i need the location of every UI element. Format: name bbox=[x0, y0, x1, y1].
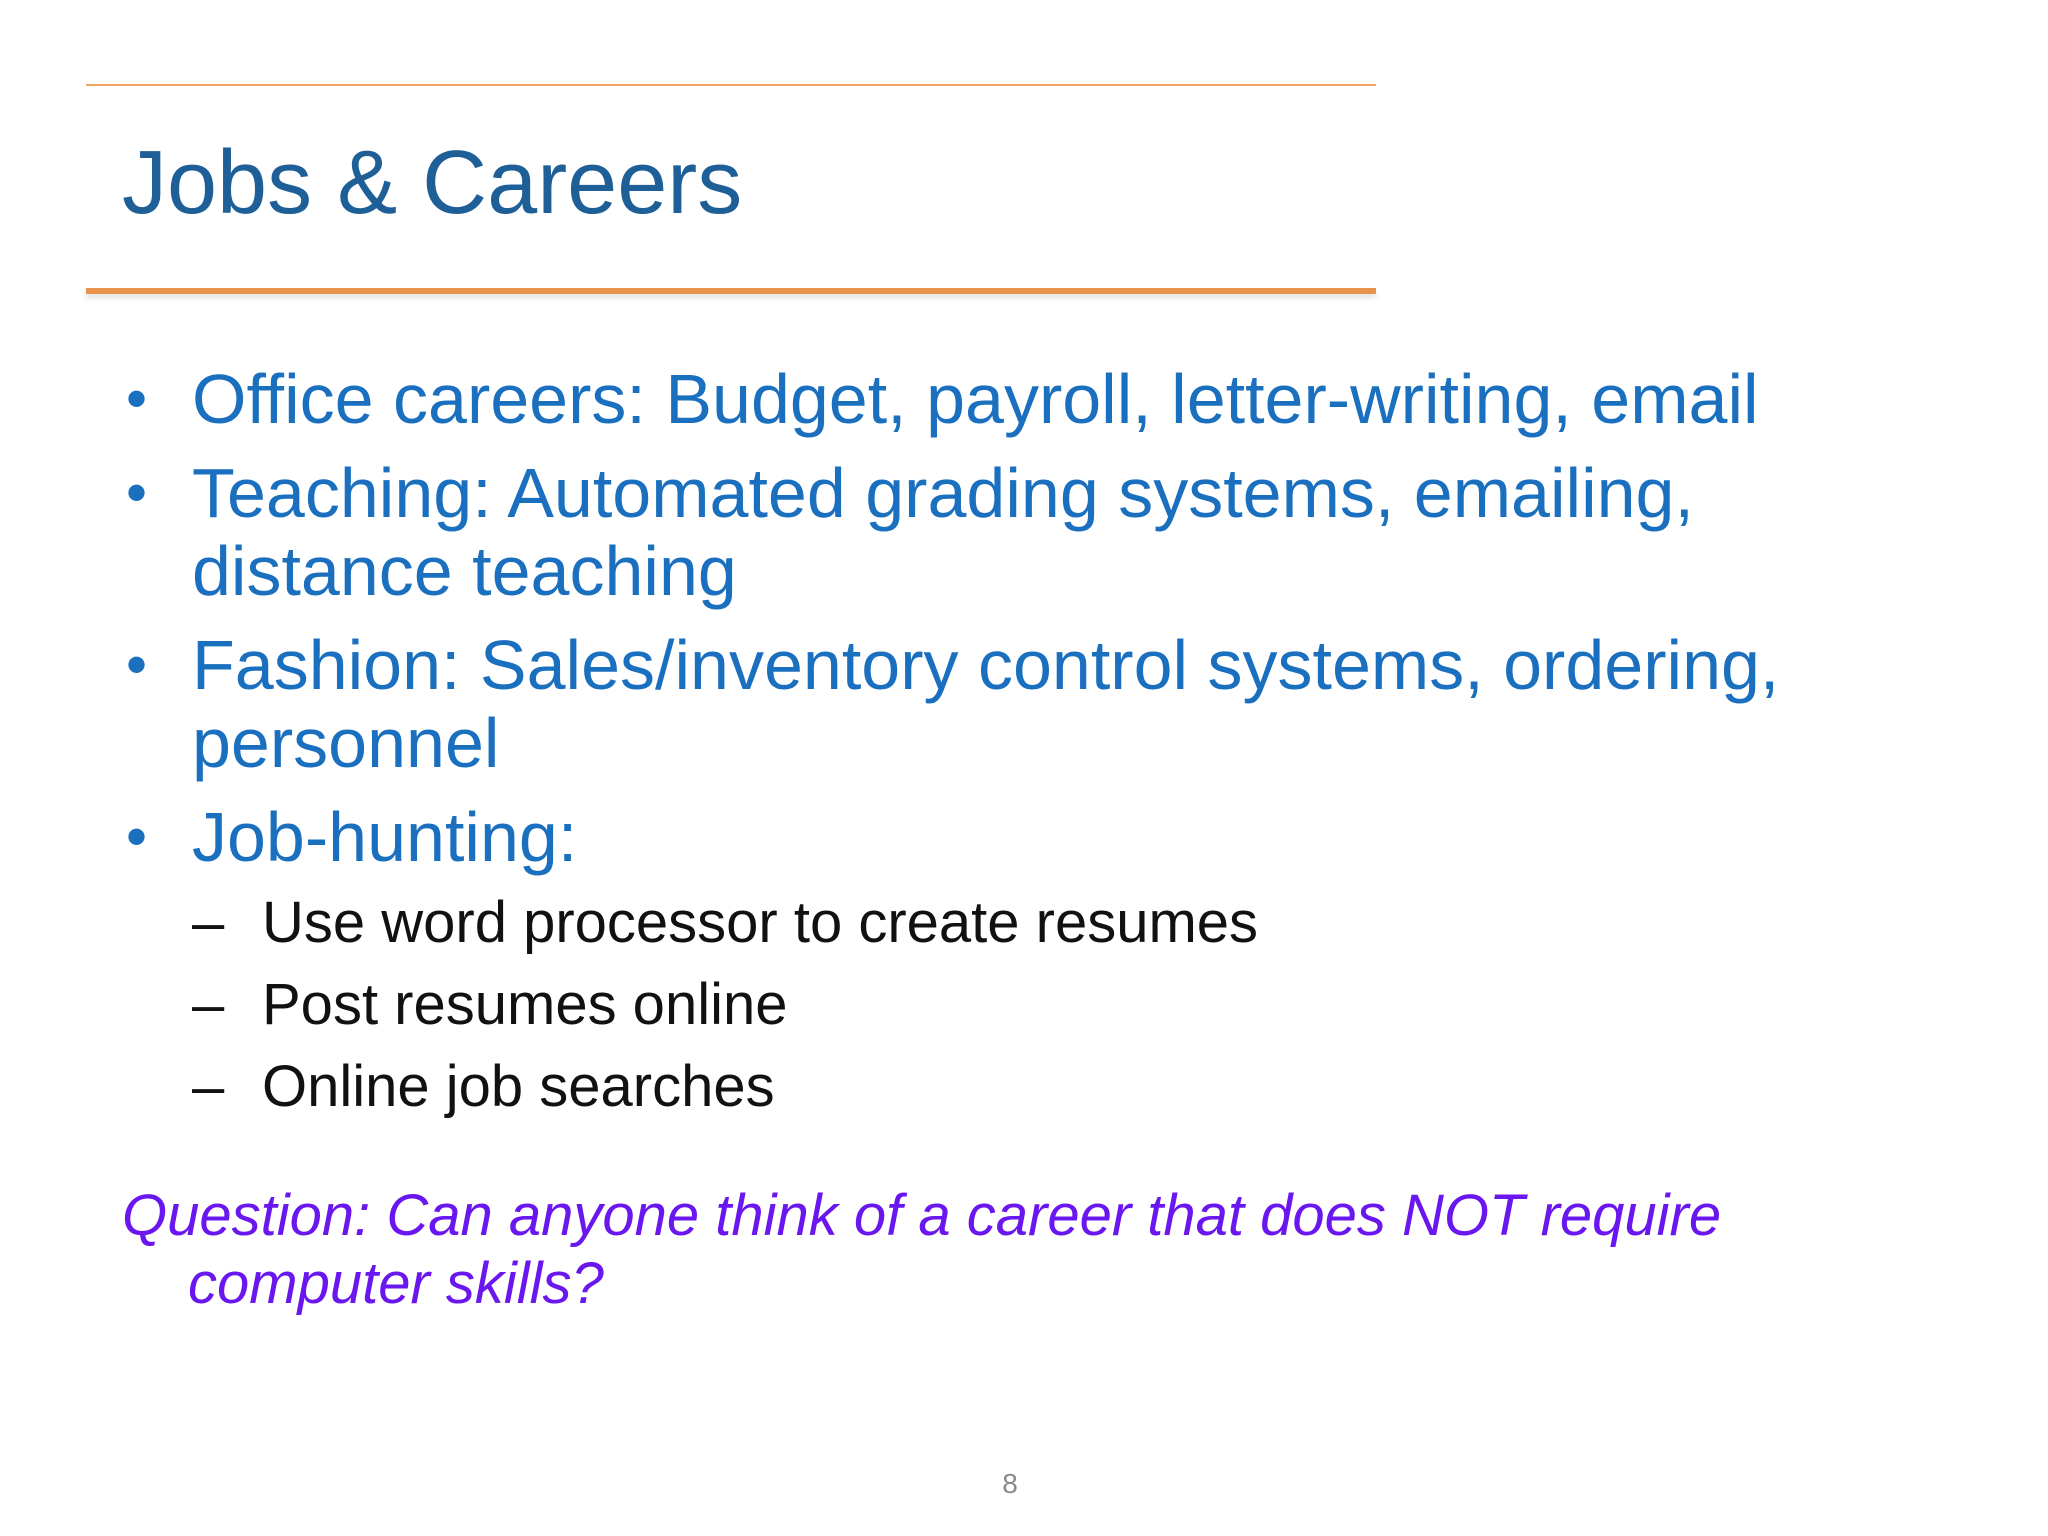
sub-bullet-list bbox=[192, 882, 1922, 1128]
sub-bullet-item bbox=[192, 964, 1922, 1046]
dash-icon: – bbox=[192, 890, 225, 955]
title-divider bbox=[86, 288, 1376, 294]
bullet-icon: • bbox=[126, 631, 148, 698]
bullet-icon: • bbox=[126, 459, 148, 526]
question-line-2: computer skills? bbox=[188, 1251, 604, 1316]
bullet-icon: • bbox=[126, 365, 148, 432]
bullet-list bbox=[122, 360, 1922, 1144]
page-number: 8 bbox=[1002, 1468, 1018, 1499]
bullet-text: Teaching: Automated grading systems, emailing, distance teaching bbox=[192, 454, 1694, 610]
question-line-1: Question: Can anyone think of a career that does NOT require bbox=[122, 1183, 1722, 1248]
bullet-item bbox=[122, 626, 1922, 782]
dash-icon: – bbox=[192, 1054, 225, 1119]
bullet-item bbox=[122, 360, 1922, 438]
sub-bullet-text: Online job searches bbox=[262, 1054, 775, 1119]
bullet-item bbox=[122, 798, 1922, 1128]
sub-bullet-text: Use word processor to create resumes bbox=[262, 890, 1259, 955]
dash-icon: – bbox=[192, 972, 225, 1037]
bullet-item bbox=[122, 454, 1922, 610]
question-text bbox=[122, 1182, 1862, 1318]
sub-bullet-item bbox=[192, 1046, 1922, 1128]
sub-bullet-text: Post resumes online bbox=[262, 972, 788, 1037]
bullet-text: Job-hunting: bbox=[192, 798, 578, 876]
bullet-text: Fashion: Sales/inventory control systems, ordering, personnel bbox=[192, 626, 1780, 782]
bullet-text: Office careers: Budget, payroll, letter-writing, email bbox=[192, 360, 1759, 438]
bullet-icon: • bbox=[126, 803, 148, 870]
slide-title: Jobs & Careers bbox=[122, 133, 743, 233]
top-divider bbox=[86, 84, 1376, 86]
sub-bullet-item bbox=[192, 882, 1922, 964]
